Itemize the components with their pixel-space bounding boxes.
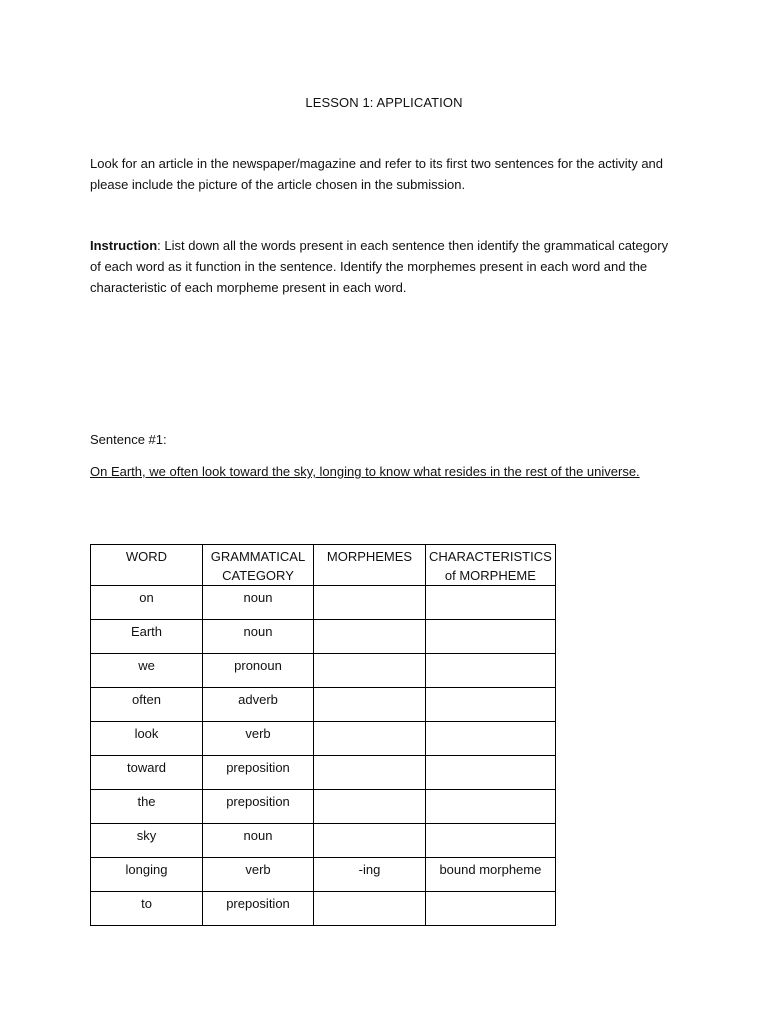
intro-paragraph: Look for an article in the newspaper/magazine and refer to its first two sentences for the activity and please include the picture of the article chosen in the submission. <box>90 156 664 192</box>
table-row <box>91 858 556 892</box>
cell-characteristics <box>426 824 556 858</box>
table-row <box>91 654 556 688</box>
cell-word: Earth <box>91 620 203 654</box>
cell-morphemes <box>314 620 426 654</box>
cell-category: noun <box>203 586 314 620</box>
header-grammatical-category: GRAMMATICAL CATEGORY <box>203 545 314 586</box>
cell-word: longing <box>91 858 203 892</box>
instruction-paragraph <box>90 235 670 298</box>
cell-category: adverb <box>203 688 314 722</box>
cell-characteristics <box>426 688 556 722</box>
cell-category: noun <box>203 824 314 858</box>
table-row <box>91 790 556 824</box>
table-row <box>91 688 556 722</box>
table-row <box>91 756 556 790</box>
cell-word: look <box>91 722 203 756</box>
cell-morphemes <box>314 654 426 688</box>
cell-characteristics: bound morpheme <box>426 858 556 892</box>
cell-category: preposition <box>203 892 314 926</box>
cell-morphemes: -ing <box>314 858 426 892</box>
instruction-text: : List down all the words present in each sentence then identify the grammatical category of each word as it function in the sentence. Identify the morphemes present in each word and the characteristic of each morpheme present in each word. <box>90 238 669 295</box>
cell-category: verb <box>203 722 314 756</box>
cell-word: to <box>91 892 203 926</box>
cell-characteristics <box>426 722 556 756</box>
cell-morphemes <box>314 790 426 824</box>
cell-word: often <box>91 688 203 722</box>
cell-word: sky <box>91 824 203 858</box>
header-characteristics: CHARACTERISTICS of MORPHEME <box>426 545 556 586</box>
cell-characteristics <box>426 654 556 688</box>
table-row <box>91 824 556 858</box>
header-morphemes: MORPHEMES <box>314 545 426 586</box>
cell-characteristics <box>426 790 556 824</box>
table-row <box>91 722 556 756</box>
header-word: WORD <box>91 545 203 586</box>
cell-morphemes <box>314 722 426 756</box>
morpheme-table <box>90 544 556 926</box>
cell-morphemes <box>314 756 426 790</box>
cell-word: toward <box>91 756 203 790</box>
sentence-label: Sentence #1: <box>90 432 167 447</box>
instruction-label: Instruction <box>90 238 158 253</box>
cell-word: we <box>91 654 203 688</box>
cell-characteristics <box>426 892 556 926</box>
cell-morphemes <box>314 824 426 858</box>
table-row <box>91 892 556 926</box>
cell-category: pronoun <box>203 654 314 688</box>
cell-category: preposition <box>203 790 314 824</box>
table-row <box>91 620 556 654</box>
cell-word: on <box>91 586 203 620</box>
cell-morphemes <box>314 586 426 620</box>
cell-word: the <box>91 790 203 824</box>
cell-category: noun <box>203 620 314 654</box>
cell-category: verb <box>203 858 314 892</box>
cell-characteristics <box>426 620 556 654</box>
cell-morphemes <box>314 688 426 722</box>
cell-characteristics <box>426 756 556 790</box>
cell-category: preposition <box>203 756 314 790</box>
table-header-row <box>91 545 556 586</box>
cell-characteristics <box>426 586 556 620</box>
page-title: LESSON 1: APPLICATION <box>305 95 463 110</box>
cell-morphemes <box>314 892 426 926</box>
table-row <box>91 586 556 620</box>
sentence-text: On Earth, we often look toward the sky, longing to know what resides in the rest of the universe. <box>90 464 640 479</box>
